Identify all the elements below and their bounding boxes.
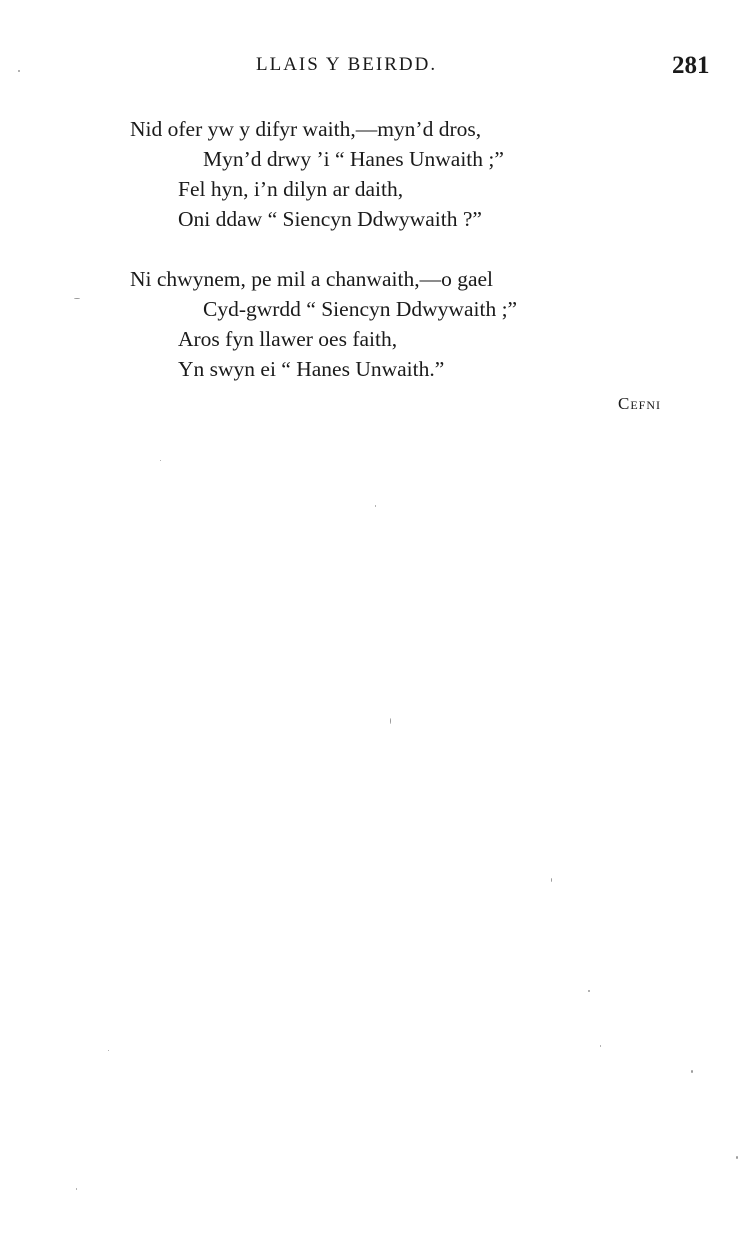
stanza-2-line-4: Yn swyn ei “ Hanes Unwaith.” bbox=[178, 357, 445, 381]
stanza-2-line-3: Aros fyn llawer oes faith, bbox=[178, 327, 398, 351]
paper-speck bbox=[390, 718, 391, 724]
stanza-1-line-4: Oni ddaw “ Siencyn Ddwywaith ?” bbox=[178, 207, 482, 231]
paper-speck bbox=[551, 878, 552, 882]
stanza-1-line-2: Myn’d drwy ’i “ Hanes Unwaith ;” bbox=[203, 147, 504, 171]
paper-speck bbox=[600, 1045, 601, 1047]
paper-speck bbox=[691, 1070, 693, 1073]
paper-speck bbox=[160, 460, 161, 461]
paper-speck bbox=[375, 505, 376, 507]
paper-speck bbox=[108, 1050, 109, 1051]
paper-speck bbox=[736, 1156, 738, 1159]
stanza-1-line-3: Fel hyn, i’n dilyn ar daith, bbox=[178, 177, 404, 201]
paper-speck bbox=[18, 70, 20, 72]
paper-speck bbox=[74, 298, 80, 299]
running-head bbox=[0, 52, 755, 82]
paper-speck bbox=[588, 990, 590, 992]
author-signature: Cefni bbox=[618, 394, 662, 413]
stanza-2-line-1: Ni chwynem, pe mil a chanwaith,—o gael bbox=[130, 267, 494, 291]
page-number: 281 bbox=[672, 52, 710, 79]
running-title: LLAIS Y BEIRDD. bbox=[256, 54, 438, 75]
paper-speck bbox=[76, 1188, 77, 1190]
stanza-2-line-2: Cyd-gwrdd “ Siencyn Ddwywaith ;” bbox=[203, 297, 518, 321]
stanza-1-line-1: Nid ofer yw y difyr waith,—myn’d dros, bbox=[130, 117, 482, 141]
